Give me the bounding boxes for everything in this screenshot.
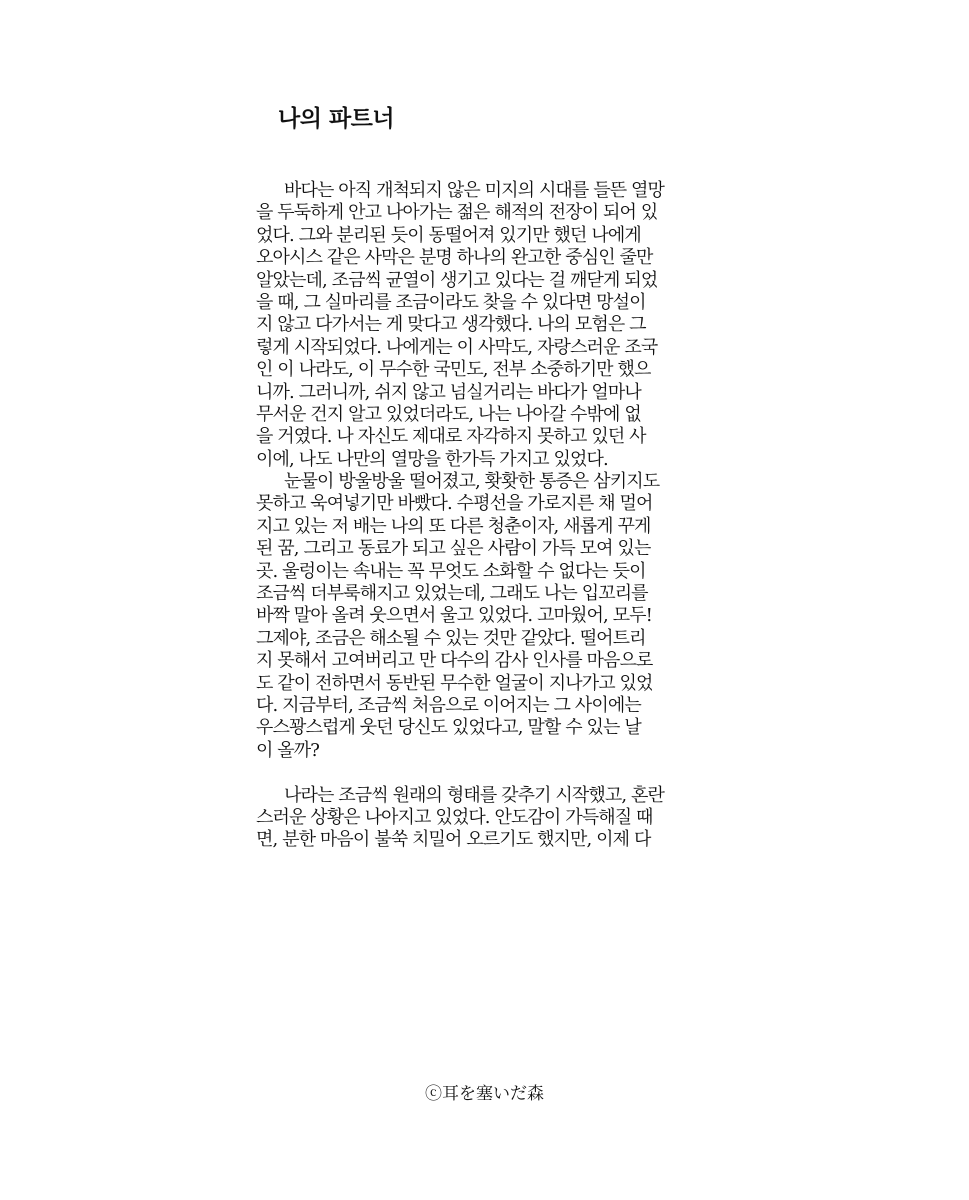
text-line: 이에, 나도 나만의 열망을 한가득 가지고 있었다.: [256, 448, 608, 470]
copyright-notice: ⓒ耳を塞いだ森: [425, 1084, 544, 1104]
text-line: 인 이 나라도, 이 무수한 국민도, 전부 소중하기만 했으: [256, 359, 651, 381]
text-line: 니까. 그러니까, 쉬지 않고 넘실거리는 바다가 얼마나: [256, 381, 641, 403]
text-line: 을 두둑하게 안고 나아가는 젊은 해적의 전장이 되어 있: [256, 202, 658, 224]
document-title: 나의 파트너: [278, 105, 395, 132]
text-line: 도 같이 전하면서 동반된 무수한 얼굴이 지나가고 있었: [256, 672, 653, 694]
text-line: 지 못해서 고여버리고 만 다수의 감사 인사를 마음으로: [256, 650, 653, 672]
text-line: 눈물이 방울방울 떨어졌고, 홧홧한 통증은 삼키지도: [284, 471, 660, 493]
text-line: 지고 있는 저 배는 나의 또 다른 청춘이자, 새롭게 꾸게: [256, 515, 651, 537]
text-line: 을 거였다. 나 자신도 제대로 자각하지 못하고 있던 사: [256, 426, 646, 448]
text-line: 지 않고 다가서는 게 맞다고 생각했다. 나의 모험은 그: [256, 314, 646, 336]
text-line: 곳. 울렁이는 속내는 꼭 무엇도 소화할 수 없다는 듯이: [256, 560, 646, 582]
text-line: 었다. 그와 분리된 듯이 동떨어져 있기만 했던 나에게: [256, 224, 641, 246]
text-line: 스러운 상황은 나아지고 있었다. 안도감이 가득해질 때: [256, 806, 653, 828]
text-line: 렇게 시작되었다. 나에게는 이 사막도, 자랑스러운 조국: [256, 336, 658, 358]
text-line: 못하고 욱여넣기만 바빴다. 수평선을 가로지른 채 멀어: [256, 493, 653, 515]
story-body: [256, 180, 726, 852]
text-line: 조금씩 더부룩해지고 있었는데, 그래도 나는 입꼬리를: [256, 583, 648, 605]
text-line: 을 때, 그 실마리를 조금이라도 찾을 수 있다면 망설이: [256, 291, 646, 313]
text-line: 무서운 건지 알고 있었더라도, 나는 나아갈 수밖에 없: [256, 403, 641, 425]
paragraph: [256, 180, 726, 471]
text-line: 이 올까?: [256, 739, 320, 761]
text-line: 바짝 말아 올려 웃으면서 울고 있었다. 고마웠어, 모두!: [256, 605, 652, 627]
text-line: 된 꿈, 그리고 동료가 되고 싶은 사람이 가득 모여 있는: [256, 538, 651, 560]
text-line: 면, 분한 마음이 불쑥 치밀어 오르기도 했지만, 이제 다: [256, 829, 651, 851]
text-line: 우스꽝스럽게 웃던 당신도 있었다고, 말할 수 있는 날: [256, 717, 641, 739]
text-line: 그제야, 조금은 해소될 수 있는 것만 같았다. 떨어트리: [256, 627, 646, 649]
paragraph-gap: [256, 762, 726, 784]
text-line: 다. 지금부터, 조금씩 처음으로 이어지는 그 사이에는: [256, 694, 641, 716]
paragraph: [256, 471, 726, 762]
text-line: 알았는데, 조금씩 균열이 생기고 있다는 걸 깨닫게 되었: [256, 269, 658, 291]
text-line: 오아시스 같은 사막은 분명 하나의 완고한 중심인 줄만: [256, 247, 653, 269]
text-line: 나라는 조금씩 원래의 형태를 갖추기 시작했고, 혼란: [284, 784, 664, 806]
text-line: 바다는 아직 개척되지 않은 미지의 시대를 들뜬 열망: [284, 180, 664, 201]
paragraph: [256, 785, 726, 852]
